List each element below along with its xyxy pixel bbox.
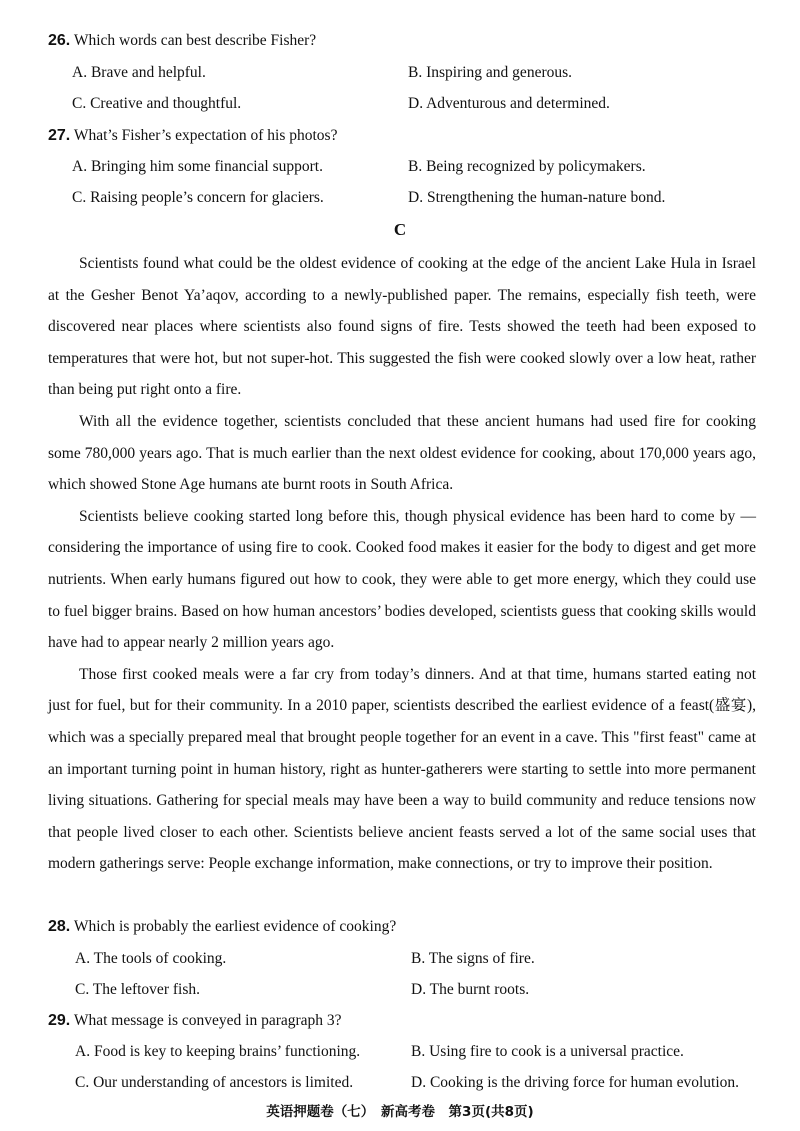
question-text: Which words can best describe Fisher? <box>73 32 317 49</box>
question-27-stem <box>48 127 337 145</box>
question-26-stem <box>48 32 316 50</box>
option-27-d: D. Strengthening the human-nature bond. <box>408 189 666 206</box>
option-27-b: B. Being recognized by policymakers. <box>408 158 646 175</box>
option-26-b: B. Inspiring and generous. <box>408 64 573 81</box>
option-28-c: C. The leftover fish. <box>75 981 200 998</box>
reading-passage <box>48 248 756 880</box>
passage-paragraph-3: Scientists believe cooking started long before this, though physical evidence has been hard to come by — considering the importance of using fire to cook. Cooked food makes it easier for the body to digest and get more nutrients. When early humans figured out how to cook, they were able to get more energy, which they could use to fuel bigger brains. Based on how human ancestors’ bodies developed, scientists guess that cooking skills would have had to appear nearly 2 million years ago. <box>48 507 756 652</box>
question-29-stem <box>48 1012 342 1030</box>
question-28-stem <box>48 918 396 936</box>
option-26-c: C. Creative and thoughtful. <box>72 95 242 112</box>
passage-paragraph-1: Scientists found what could be the oldest evidence of cooking at the edge of the ancient Lake Hula in Israel at the Gesher Benot Ya’aqov, according to a newly-published paper. The remains, especially fish teeth, were discovered near places where scientists also found signs of fire. Tests showed the teeth had been exposed to temperatures that were hot, but not super-hot. This suggested the fish were cooked slowly over a low heat, rather than being put right onto a fire. <box>48 255 756 399</box>
question-text: Which is probably the earliest evidence of cooking? <box>73 918 397 935</box>
option-27-a: A. Bringing him some financial support. <box>72 158 323 175</box>
section-title: C <box>393 220 407 239</box>
option-26-a: A. Brave and helpful. <box>72 64 206 81</box>
option-29-b: B. Using fire to cook is a universal practice. <box>411 1043 684 1060</box>
passage-paragraph-2: With all the evidence together, scientists concluded that these ancient humans had used fire for cooking some 780,000 years ago. That is much earlier than the next oldest evidence for cooking, about 170,000 years ago, which showed Stone Age humans ate burnt roots in South Africa. <box>48 412 756 494</box>
option-28-a: A. The tools of cooking. <box>75 950 227 967</box>
option-27-c: C. Raising people’s concern for glaciers. <box>72 189 324 206</box>
passage-paragraph-4: Those first cooked meals were a far cry from today’s dinners. And at that time, humans started eating not just for fuel, but for their community. In a 2010 paper, scientists described the earliest evidence of a feast(盛宴), which was a specially prepared meal that brought people together for an event in a cave. This "first feast" came at an important turning point in human history, right as hunter-gatherers were starting to settle into more permanent living situations. Gathering for special meals may have been a way to build community and reduce tensions now that people lived closer to each other. Scientists believe ancient feasts served a lot of the same social uses that modern gatherings serve: People exchange information, make connections, or try to improve their position. <box>48 665 756 873</box>
question-number: 28. <box>48 918 71 935</box>
question-text: What’s Fisher’s expectation of his photos? <box>73 127 338 144</box>
option-26-d: D. Adventurous and determined. <box>408 95 610 112</box>
question-number: 29. <box>48 1012 71 1029</box>
option-29-d: D. Cooking is the driving force for human evolution. <box>411 1074 740 1091</box>
option-29-a: A. Food is key to keeping brains’ functioning. <box>75 1043 361 1060</box>
option-29-c: C. Our understanding of ancestors is limited. <box>75 1074 354 1091</box>
option-28-d: D. The burnt roots. <box>411 981 530 998</box>
question-number: 27. <box>48 127 71 144</box>
question-text: What message is conveyed in paragraph 3? <box>73 1012 342 1029</box>
page-footer: 英语押题卷（七） 新高考卷 第3页(共8页) <box>266 1104 534 1120</box>
question-number: 26. <box>48 32 71 49</box>
option-28-b: B. The signs of fire. <box>411 950 535 967</box>
